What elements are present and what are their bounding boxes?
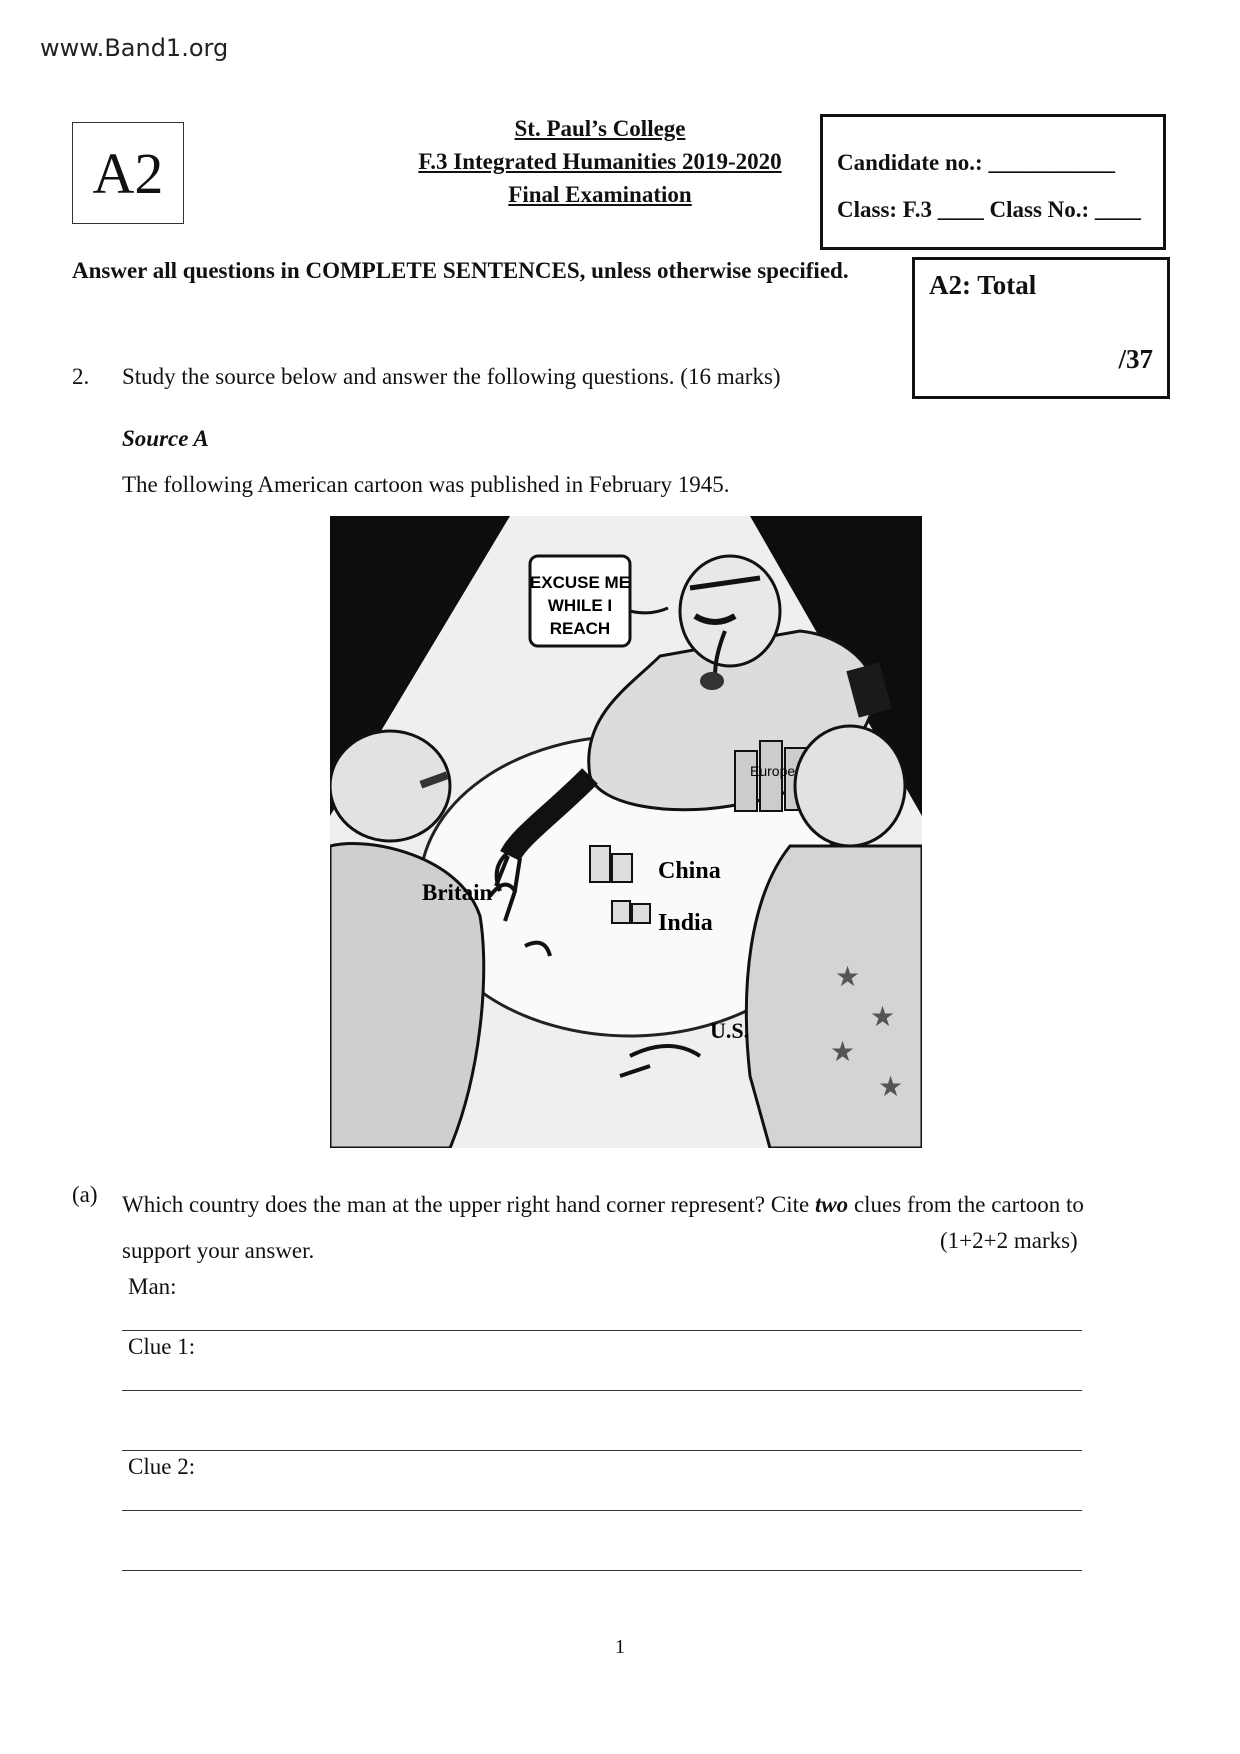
question-number: 2.: [72, 364, 90, 389]
svg-text:★: ★: [878, 1072, 904, 1103]
svg-text:★: ★: [835, 962, 861, 993]
answer-line-clue1-a[interactable]: [122, 1390, 1082, 1391]
svg-text:★: ★: [870, 1002, 896, 1033]
part-a-marks: (1+2+2 marks): [940, 1228, 1078, 1253]
answer-line-clue1-b[interactable]: [122, 1450, 1082, 1451]
answer-line-clue2-b[interactable]: [122, 1570, 1082, 1571]
candidate-number-field[interactable]: Candidate no.: ___________: [837, 150, 1115, 175]
china-label: China: [658, 858, 721, 884]
watermark: www.Band1.org: [40, 34, 229, 62]
part-a-text-before: Which country does the man at the upper right hand corner represent? Cite: [122, 1192, 815, 1217]
total-label: A2: Total: [929, 270, 1037, 300]
total-score-box: [912, 257, 1170, 399]
speech-line-1: EXCUSE ME: [529, 573, 631, 592]
instruction-text: Answer all questions in COMPLETE SENTENCES, unless otherwise specified.: [72, 258, 849, 283]
part-a-emphasis: two: [814, 1192, 849, 1217]
clue1-label: Clue 1:: [128, 1334, 196, 1359]
answer-line-clue2-a[interactable]: [122, 1510, 1082, 1511]
source-cartoon: [330, 516, 922, 1148]
section-code-box: [72, 122, 184, 224]
question-text: Study the source below and answer the following questions. (16 marks): [122, 364, 781, 389]
candidate-info-box: [820, 114, 1166, 250]
total-score: /37: [1118, 344, 1153, 374]
man-label: Man:: [128, 1274, 177, 1299]
source-description: The following American cartoon was published in February 1945.: [122, 472, 730, 497]
school-name: St. Paul’s College: [514, 116, 686, 141]
exam-title: Final Examination: [508, 182, 692, 207]
subject-title: F.3 Integrated Humanities 2019-2020: [418, 149, 782, 174]
speech-line-2: WHILE I: [547, 596, 613, 615]
section-code: A2: [92, 140, 164, 206]
part-a-label: (a): [72, 1182, 98, 1207]
exam-header: [390, 112, 810, 211]
india-label: India: [658, 910, 713, 936]
class-number-field[interactable]: Class: F.3 ____ Class No.: ____: [837, 197, 1141, 222]
us-label: U.S.: [710, 1018, 750, 1043]
source-title: Source A: [122, 426, 209, 451]
part-a-text-after: clues from the cartoon to support your answer.: [122, 1192, 1084, 1263]
clue2-label: Clue 2:: [128, 1454, 196, 1479]
speech-line-3: REACH: [549, 619, 611, 638]
answer-line-man[interactable]: [122, 1330, 1082, 1331]
page-number: 1: [615, 1636, 625, 1658]
europe-label: Europe: [750, 763, 796, 779]
britain-label: Britain: [422, 880, 493, 905]
svg-text:★: ★: [830, 1037, 856, 1068]
